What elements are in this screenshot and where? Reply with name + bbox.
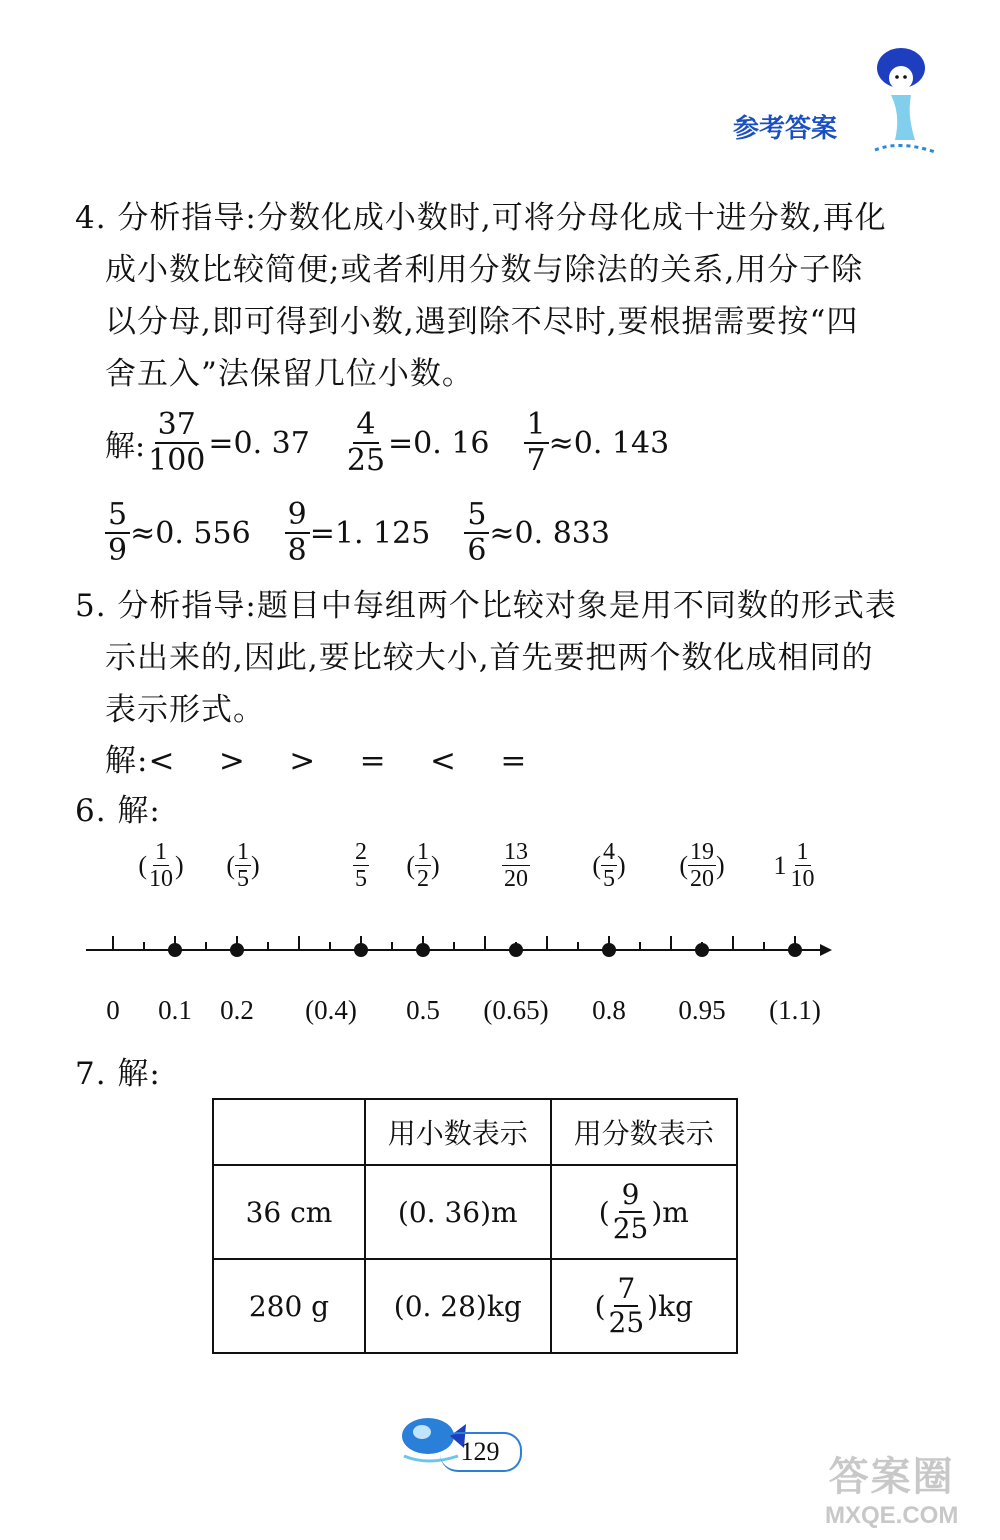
number-line-top-label: ( 19 20 ): [679, 839, 725, 892]
header-cartoon-icon: [855, 40, 945, 170]
number-line-bottom-label: 0.8: [592, 995, 626, 1025]
q5-line-1: 5. 分析指导:题目中每组两个比较对象是用不同数的形式表: [75, 588, 897, 624]
number-line-bottom-label: 0: [106, 995, 120, 1025]
number-line-point: [230, 943, 244, 957]
fraction-result: ≈0. 143: [548, 425, 670, 461]
number-line-point: [354, 943, 368, 957]
fraction: 13 20: [504, 839, 528, 892]
answer-table: [212, 1098, 738, 1354]
number-line-point: [168, 943, 182, 957]
fraction: $\frac{4}{25}$: [346, 407, 386, 478]
fraction: 2 5: [355, 839, 367, 892]
number-line-top-labels: [0, 840, 1000, 910]
number-line-bottom-label: 0.95: [678, 995, 726, 1025]
table-cell-item: 36 cm: [213, 1165, 365, 1259]
q4-solution-row-1: [105, 407, 670, 478]
watermark-bottom-text: MXQE.COM: [825, 1502, 959, 1529]
fraction: 19 20: [690, 839, 714, 892]
fraction: 1 10: [790, 839, 815, 892]
fraction: 1 5: [237, 839, 249, 892]
fraction-result: ≈0. 833: [489, 515, 610, 551]
number-line-point: [416, 943, 430, 957]
fraction: $\frac{5}{6}$: [464, 500, 489, 566]
q5-analysis: [75, 580, 905, 736]
number-line-bottom-labels: [0, 995, 1000, 1035]
number-line-bottom-label: 0.1: [158, 995, 192, 1025]
q7-label: 7. 解:: [75, 1056, 161, 1092]
number-line-point: [602, 943, 616, 957]
table-cell-decimal: (0. 28)kg: [365, 1259, 551, 1353]
number-line-bottom-label: (0.4): [305, 995, 357, 1025]
number-line-point: [788, 943, 802, 957]
q4-line-2: 成小数比较简便;或者利用分数与除法的关系,用分子除: [105, 252, 864, 288]
number-line-bottom-label: (0.65): [483, 995, 549, 1025]
q5-line-2: 示出来的,因此,要比较大小,首先要把两个数化成相同的: [105, 640, 874, 676]
fraction: $\frac{9}{8}$: [285, 500, 310, 566]
header-title: 参考答案: [733, 114, 838, 144]
number-line-top-label: [353, 840, 369, 891]
q5-line-3: 表示形式。: [105, 692, 265, 728]
q4-line-1: 4. 分析指导:分数化成小数时,可将分母化成十进分数,再化: [75, 200, 887, 236]
number-line-bottom-label: (1.1): [769, 995, 821, 1025]
q6-label: 6. 解:: [75, 793, 161, 829]
fraction: 4 5: [603, 839, 615, 892]
q4-solution-row-2: [105, 497, 610, 568]
number-line: [80, 920, 840, 984]
table-cell-decimal: (0. 36)m: [365, 1165, 551, 1259]
number-line-top-label: ( 1 5 ): [226, 839, 260, 892]
table-cell-fraction: ( $\frac{7}{25}$ ) kg: [551, 1259, 737, 1353]
watermark-logo: [825, 1445, 958, 1530]
table-cell-fraction: ( $\frac{9}{25}$ ) m: [551, 1165, 737, 1259]
table-row: [213, 1165, 737, 1259]
number-line-top-label: 1 1 10: [773, 839, 815, 892]
fraction: $\frac{37}{100}$: [148, 407, 206, 478]
number-line-top-label: ( 4 5 ): [592, 839, 626, 892]
q4-line-4: 舍五入”法保留几位小数。: [105, 356, 474, 392]
table-header-cell: 用分数表示: [551, 1099, 737, 1165]
table-row: [213, 1259, 737, 1353]
page-number-badge: [440, 1432, 522, 1472]
number-line-point: [509, 943, 523, 957]
fraction-result: =0. 16: [388, 425, 490, 461]
q4-line-3: 以分母,即可得到小数,遇到除不尽时,要根据需要按“四: [105, 304, 859, 340]
table-cell-item: 280 g: [213, 1259, 365, 1353]
q5-answer: 解:< > > = < =: [105, 743, 528, 779]
number-line-top-label: ( 1 10 ): [138, 839, 184, 892]
fraction-result: ≈0. 556: [130, 515, 251, 551]
page-number: 129: [460, 1437, 500, 1466]
watermark-top-text: 答案圈: [828, 1454, 955, 1500]
q4-solve-label: 解:: [105, 429, 146, 464]
table-header-row: [213, 1099, 737, 1165]
fraction-result: =1. 125: [309, 515, 431, 551]
fraction: $\frac{1}{7}$: [524, 410, 549, 476]
number-line-top-label: [502, 840, 530, 891]
number-line-top-label: ( 1 2 ): [406, 839, 440, 892]
table-header-cell: 用小数表示: [365, 1099, 551, 1165]
q4-analysis: [75, 192, 905, 400]
number-line-bottom-label: 0.2: [220, 995, 254, 1025]
fraction: $\frac{5}{9}$: [105, 500, 130, 566]
table-header-cell: [213, 1099, 365, 1165]
fraction-result: =0. 37: [208, 425, 310, 461]
fraction: 1 10: [149, 839, 173, 892]
number-line-bottom-label: 0.5: [406, 995, 440, 1025]
fraction: 1 2: [417, 839, 429, 892]
number-line-point: [695, 943, 709, 957]
